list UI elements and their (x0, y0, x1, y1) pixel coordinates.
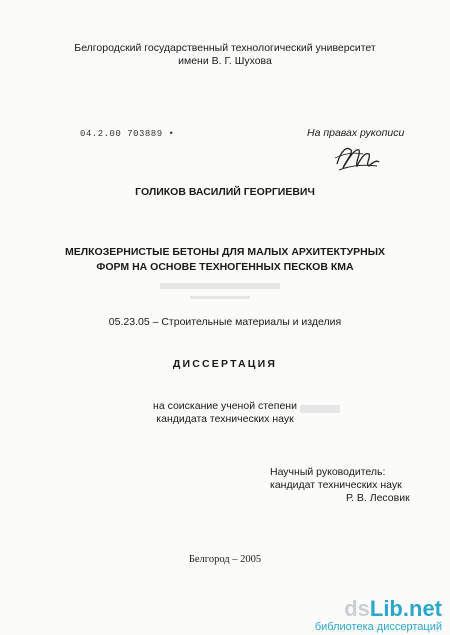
city-year: Белгород – 2005 (188, 554, 262, 565)
dissertation-title-cont: ФОРМ НА ОСНОВЕ ТЕХНОГЕННЫХ ПЕСКОВ КМА (96, 261, 354, 273)
scan-artifact (190, 296, 250, 299)
supervisor-degree: кандидат технических наук (270, 479, 402, 491)
scan-artifact (160, 283, 280, 289)
author-name: ГОЛИКОВ ВАСИЛИЙ ГЕОРГИЕВИЧ (135, 186, 315, 198)
university-name: Белгородский государственный технологический университет (74, 42, 376, 54)
document-type: ДИССЕРТАЦИЯ (172, 358, 278, 370)
university-name-cont: имени В. Г. Шухова (178, 55, 272, 67)
dissertation-title: МЕЛКОЗЕРНИСТЫЕ БЕТОНЫ ДЛЯ МАЛЫХ АРХИТЕКТУРНЫХ (65, 246, 385, 258)
manuscript-rights: На правах рукописи (307, 127, 405, 139)
registration-stamp: 04.2.00 703889 • (80, 129, 175, 139)
degree-purpose-cont: кандидата технических наук (156, 413, 294, 425)
supervisor-role: Научный руководитель: (270, 466, 386, 478)
dslib-watermark[interactable] (315, 598, 442, 633)
specialty-code: 05.23.05 – Строительные материалы и изделия (108, 316, 342, 328)
dslib-logo: dsLib.net (344, 596, 442, 621)
supervisor-name: Р. В. Лесовик (346, 492, 410, 504)
dslib-subtitle: библиотека диссертаций (314, 621, 442, 633)
handwritten-signature (333, 140, 381, 174)
degree-purpose: на соискание ученой степени (153, 400, 297, 412)
